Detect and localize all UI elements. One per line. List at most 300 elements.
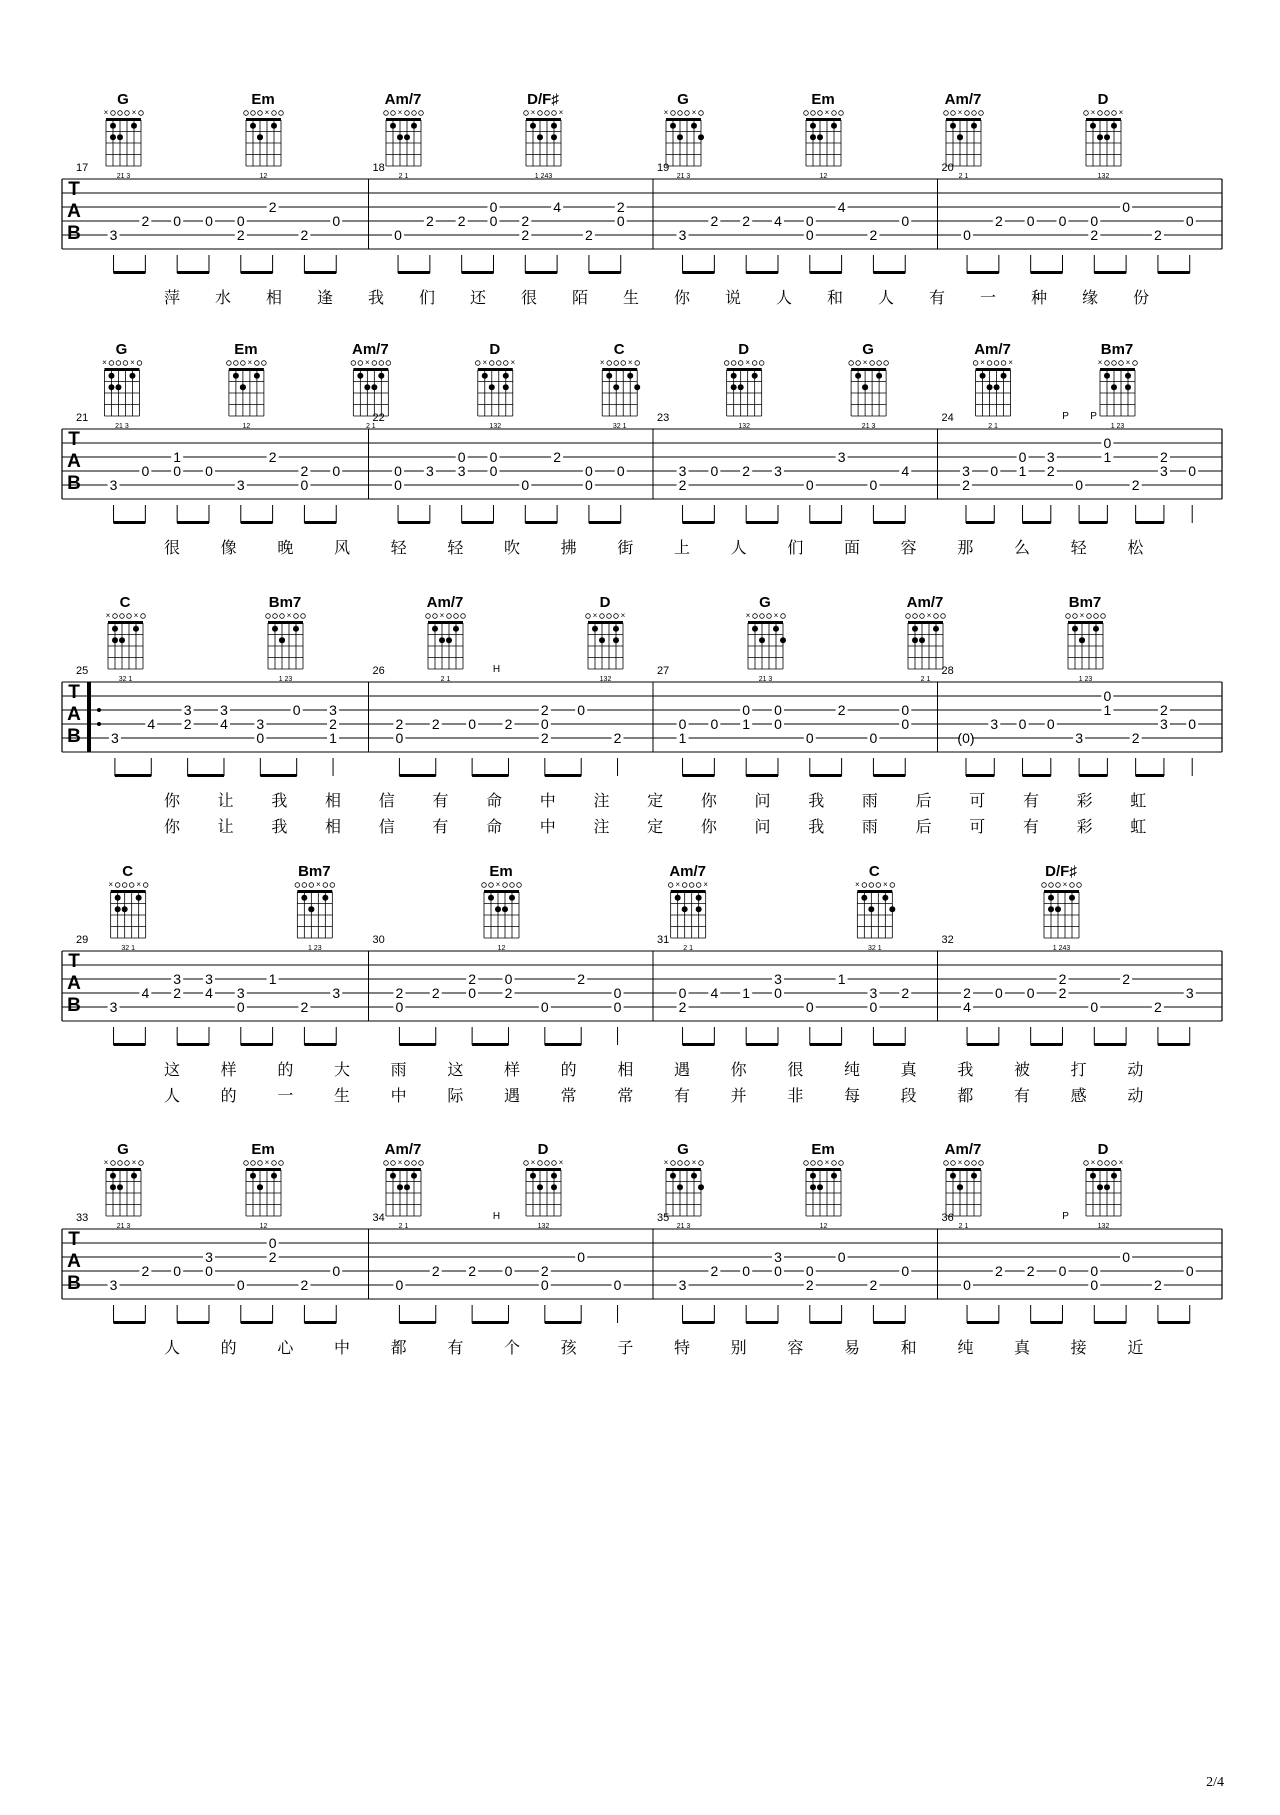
open-string-mark bbox=[839, 111, 844, 116]
lyric-character: 雨 bbox=[390, 1062, 407, 1079]
note-beam bbox=[589, 521, 621, 524]
fret-number: 0 bbox=[1090, 213, 1099, 229]
chord-nut bbox=[386, 1168, 421, 1171]
chord-diagram bbox=[102, 341, 142, 430]
open-string-mark bbox=[113, 614, 118, 619]
lyric-character: 像 bbox=[220, 540, 237, 557]
chord-name: Am/7 bbox=[944, 91, 982, 108]
finger-dot bbox=[530, 1173, 536, 1179]
lyric-character: 命 bbox=[486, 819, 503, 836]
lyric-character: 后 bbox=[915, 819, 932, 836]
chord-fingering: 1 243 bbox=[534, 173, 553, 180]
open-string-mark bbox=[685, 1161, 690, 1166]
finger-dot bbox=[233, 373, 239, 379]
open-string-mark bbox=[258, 111, 263, 116]
chord-fingering: 2 1 bbox=[958, 1223, 969, 1230]
fret-number: 0 bbox=[332, 213, 341, 229]
finger-dot bbox=[613, 626, 619, 632]
chord-name: G bbox=[117, 91, 129, 108]
finger-dot bbox=[439, 637, 445, 643]
finger-dot bbox=[1111, 384, 1117, 390]
open-string-mark bbox=[273, 614, 278, 619]
lyric-character: 相 bbox=[265, 290, 283, 307]
chord-fingering: 132 bbox=[738, 423, 751, 430]
fret-number: 2 bbox=[300, 463, 309, 479]
finger-dot bbox=[738, 384, 744, 390]
chord-nut bbox=[111, 890, 146, 893]
lyric-character: 的 bbox=[560, 1062, 577, 1079]
fret-number: 2 bbox=[268, 449, 277, 465]
lyric-character: 有 bbox=[447, 1340, 464, 1357]
finger-dot bbox=[115, 895, 121, 901]
fret-number: 0 bbox=[141, 463, 150, 479]
finger-dot bbox=[250, 123, 256, 129]
lyric-character: 的 bbox=[220, 1340, 237, 1357]
finger-dot bbox=[950, 123, 956, 129]
chord-diagram bbox=[1066, 594, 1106, 683]
fret-number: 0 bbox=[1058, 213, 1067, 229]
lyric-character: 注 bbox=[593, 793, 610, 810]
fret-number: 0 bbox=[710, 716, 719, 732]
fret-number: 3 bbox=[236, 477, 245, 493]
measure-number: 21 bbox=[76, 412, 89, 424]
fret-number: 2 bbox=[173, 985, 182, 1001]
mute-mark: × bbox=[926, 611, 932, 620]
lyric-character: 中 bbox=[539, 819, 556, 836]
open-string-mark bbox=[1105, 111, 1110, 116]
chord-diagram bbox=[1084, 91, 1124, 180]
fret-number: 0 bbox=[901, 1263, 910, 1279]
chord-name: Em bbox=[251, 1141, 275, 1158]
measure-number: 28 bbox=[941, 665, 954, 677]
lyric-character: 轻 bbox=[447, 540, 464, 557]
chord-fingering: 12 bbox=[819, 173, 828, 180]
note-beam bbox=[472, 1321, 508, 1324]
fret-number: 0 bbox=[395, 730, 404, 746]
mute-mark: × bbox=[130, 358, 135, 367]
finger-dot bbox=[691, 123, 697, 129]
lyric-character: 信 bbox=[378, 793, 395, 810]
open-string-mark bbox=[1112, 361, 1117, 366]
finger-dot bbox=[131, 123, 137, 129]
fret-number: 0 bbox=[236, 213, 245, 229]
mute-mark: × bbox=[773, 611, 779, 620]
chord-nut bbox=[484, 890, 519, 893]
lyric-character: 打 bbox=[1070, 1062, 1087, 1079]
chord-fingering: 21 3 bbox=[116, 1223, 131, 1230]
finger-dot bbox=[482, 373, 488, 379]
mute-mark: × bbox=[824, 1158, 830, 1167]
chord-name: Bm7 bbox=[298, 863, 331, 880]
chord-name: D/F♯ bbox=[1045, 863, 1077, 880]
finger-dot bbox=[1125, 384, 1131, 390]
mute-mark: × bbox=[136, 880, 142, 889]
measure-number: 32 bbox=[941, 934, 954, 946]
mute-mark: × bbox=[675, 880, 681, 889]
open-string-mark bbox=[941, 614, 946, 619]
open-string-mark bbox=[419, 1161, 424, 1166]
fret-number: 0 bbox=[805, 1263, 814, 1279]
chord-nut bbox=[806, 118, 841, 121]
fret-number: 2 bbox=[540, 702, 549, 718]
mute-mark: × bbox=[108, 880, 114, 889]
fret-number: 3 bbox=[425, 463, 434, 479]
chord-name: D bbox=[489, 341, 501, 358]
open-string-mark bbox=[302, 883, 307, 888]
chord-name: C bbox=[119, 594, 131, 611]
open-string-mark bbox=[965, 111, 970, 116]
open-string-mark bbox=[391, 111, 396, 116]
note-beam bbox=[114, 1043, 146, 1046]
open-string-mark bbox=[699, 1161, 704, 1166]
mute-mark: × bbox=[691, 108, 697, 117]
fret-number: 2 bbox=[468, 1263, 477, 1279]
fret-number: 3 bbox=[205, 1249, 213, 1265]
chord-name: Am/7 bbox=[974, 341, 1011, 358]
chord-nut bbox=[106, 118, 141, 121]
tab-system-2 bbox=[62, 341, 1222, 557]
open-string-mark bbox=[120, 614, 125, 619]
finger-dot bbox=[950, 1173, 956, 1179]
lyric-character: 萍 bbox=[163, 290, 181, 307]
lyric-character: 中 bbox=[333, 1340, 351, 1357]
open-string-mark bbox=[856, 361, 861, 366]
finger-dot bbox=[551, 1173, 557, 1179]
finger-dot bbox=[682, 906, 688, 912]
fret-number: 2 bbox=[678, 999, 687, 1015]
finger-dot bbox=[1048, 895, 1054, 901]
fret-number: 0 bbox=[300, 477, 309, 493]
finger-dot bbox=[453, 626, 459, 632]
finger-dot bbox=[551, 134, 557, 140]
lyric-character: 容 bbox=[787, 1340, 804, 1357]
open-string-mark bbox=[804, 1161, 809, 1166]
open-string-mark bbox=[127, 614, 132, 619]
chord-fingering: 2 1 bbox=[398, 173, 409, 180]
lyric-character: 被 bbox=[1013, 1062, 1031, 1079]
page-number: 2/4 bbox=[1206, 1775, 1224, 1790]
fret-number: 3 bbox=[183, 702, 192, 718]
lyric-character: 人 bbox=[163, 1340, 181, 1357]
lyric-character: 可 bbox=[969, 793, 986, 810]
chord-fingering: 132 bbox=[599, 676, 612, 683]
chord-nut bbox=[946, 118, 981, 121]
chord-name: D bbox=[1097, 91, 1109, 108]
chord-name: Bm7 bbox=[268, 594, 302, 611]
fret-number: 0 bbox=[1090, 999, 1099, 1015]
open-string-mark bbox=[279, 1161, 284, 1166]
lyric-character: 样 bbox=[220, 1062, 237, 1079]
open-string-mark bbox=[426, 614, 431, 619]
finger-dot bbox=[882, 895, 888, 901]
finger-dot bbox=[110, 1184, 116, 1190]
open-string-mark bbox=[972, 111, 977, 116]
fret-number: 3 bbox=[774, 971, 782, 987]
fret-number: 2 bbox=[504, 716, 513, 732]
open-string-mark bbox=[405, 1161, 410, 1166]
open-string-mark bbox=[781, 614, 786, 619]
fret-number: 2 bbox=[1058, 985, 1067, 1001]
lyric-character: 让 bbox=[217, 793, 234, 810]
fret-number: 0 bbox=[395, 1277, 404, 1293]
fret-number: 3 bbox=[869, 985, 878, 1001]
note-beam bbox=[683, 1321, 715, 1324]
lyric-character: 有 bbox=[928, 290, 946, 307]
finger-dot bbox=[446, 637, 452, 643]
note-beam bbox=[304, 1321, 336, 1324]
finger-dot bbox=[503, 373, 509, 379]
mute-mark: × bbox=[103, 1158, 109, 1167]
note-beam bbox=[1031, 1043, 1063, 1046]
fret-number: 1 bbox=[268, 971, 277, 987]
finger-dot bbox=[279, 637, 285, 643]
open-string-mark bbox=[876, 883, 881, 888]
fret-number: 2 bbox=[183, 716, 192, 732]
lyric-character: 常 bbox=[617, 1088, 634, 1105]
open-string-mark bbox=[433, 614, 438, 619]
fret-number: 2 bbox=[141, 213, 150, 229]
lyric-character: 的 bbox=[277, 1062, 294, 1079]
lyric-line bbox=[164, 539, 1144, 557]
fret-number: 0 bbox=[394, 463, 402, 479]
fret-number: 4 bbox=[710, 985, 719, 1001]
finger-dot bbox=[810, 134, 816, 140]
fret-number: 3 bbox=[1075, 730, 1083, 746]
lyric-character: 有 bbox=[1013, 1088, 1031, 1105]
finger-dot bbox=[670, 123, 676, 129]
open-string-mark bbox=[1056, 883, 1061, 888]
tab-clef-letter: A bbox=[67, 201, 81, 222]
note-beam bbox=[1031, 1321, 1063, 1324]
fret-number: 0 bbox=[613, 985, 622, 1001]
mute-mark: × bbox=[691, 1158, 697, 1167]
measure bbox=[938, 1211, 1196, 1324]
chord-fingering: 1 243 bbox=[1052, 945, 1071, 952]
open-string-mark bbox=[545, 111, 550, 116]
finger-dot bbox=[1097, 1184, 1103, 1190]
finger-dot bbox=[378, 373, 384, 379]
fret-number: 0 bbox=[963, 1277, 971, 1293]
fret-number: 0 bbox=[205, 463, 213, 479]
mute-mark: × bbox=[854, 880, 860, 889]
open-string-mark bbox=[1070, 883, 1075, 888]
chord-nut bbox=[671, 890, 706, 893]
chord-nut bbox=[297, 890, 332, 893]
lyric-character: 你 bbox=[700, 819, 717, 836]
mute-mark: × bbox=[131, 108, 137, 117]
open-string-mark bbox=[272, 1161, 277, 1166]
fret-number: 0 bbox=[869, 730, 878, 746]
tab-clef-letter: A bbox=[67, 973, 81, 994]
chord-name: C bbox=[868, 863, 880, 880]
note-beam bbox=[683, 521, 715, 524]
mute-mark: × bbox=[510, 358, 516, 367]
lyric-character: 人 bbox=[163, 1088, 181, 1105]
fret-number: 0 bbox=[1090, 1263, 1099, 1279]
open-string-mark bbox=[1094, 614, 1099, 619]
fret-number: 0 bbox=[901, 213, 910, 229]
finger-dot bbox=[257, 134, 263, 140]
finger-dot bbox=[1093, 626, 1099, 632]
mute-mark: × bbox=[957, 108, 963, 117]
fret-number: 3 bbox=[678, 1277, 687, 1293]
fret-number: 2 bbox=[141, 1263, 150, 1279]
chord-nut bbox=[526, 118, 561, 121]
open-string-mark bbox=[1042, 883, 1047, 888]
finger-dot bbox=[257, 1184, 263, 1190]
open-string-mark bbox=[586, 614, 591, 619]
fret-number: 2 bbox=[521, 227, 530, 243]
chord-fingering: 21 3 bbox=[115, 423, 129, 430]
finger-dot bbox=[1125, 373, 1131, 379]
finger-dot bbox=[551, 1184, 557, 1190]
open-string-mark bbox=[678, 1161, 683, 1166]
fret-number: 0 bbox=[613, 1277, 622, 1293]
lyric-character: 你 bbox=[673, 290, 691, 307]
open-string-mark bbox=[309, 883, 314, 888]
note-beam bbox=[241, 521, 273, 524]
finger-dot bbox=[980, 373, 986, 379]
chord-nut bbox=[1044, 890, 1079, 893]
chord-diagram bbox=[849, 341, 889, 430]
open-string-mark bbox=[266, 614, 271, 619]
fret-number: 3 bbox=[109, 477, 118, 493]
finger-dot bbox=[432, 626, 438, 632]
fret-number: 3 bbox=[205, 971, 213, 987]
finger-dot bbox=[1072, 626, 1078, 632]
chord-fingering: 2 1 bbox=[920, 676, 931, 683]
measure-number: 23 bbox=[657, 412, 670, 424]
finger-dot bbox=[691, 1173, 697, 1179]
note-beam bbox=[472, 774, 508, 777]
finger-dot bbox=[831, 1173, 837, 1179]
open-string-mark bbox=[607, 361, 612, 366]
fret-number: 2 bbox=[869, 1277, 878, 1293]
open-string-mark bbox=[139, 1161, 144, 1166]
tab-clef-letter: B bbox=[67, 726, 81, 747]
open-string-mark bbox=[1105, 1161, 1110, 1166]
open-string-mark bbox=[760, 614, 765, 619]
finger-dot bbox=[112, 637, 118, 643]
note-beam bbox=[810, 521, 842, 524]
finger-dot bbox=[696, 906, 702, 912]
open-string-mark bbox=[412, 111, 417, 116]
chord-diagram bbox=[1098, 341, 1138, 430]
finger-dot bbox=[971, 1173, 977, 1179]
finger-dot bbox=[411, 123, 417, 129]
finger-dot bbox=[357, 373, 363, 379]
fret-number: 2 bbox=[577, 971, 586, 987]
mute-mark: × bbox=[1097, 358, 1103, 367]
lyric-character: 份 bbox=[1132, 290, 1150, 307]
open-string-mark bbox=[753, 614, 758, 619]
open-string-mark bbox=[1098, 111, 1103, 116]
finger-dot bbox=[1090, 123, 1096, 129]
chord-nut bbox=[851, 368, 886, 371]
lyric-character: 们 bbox=[418, 290, 436, 307]
open-string-mark bbox=[125, 1161, 130, 1166]
fret-number: 2 bbox=[1058, 971, 1067, 987]
mute-mark: × bbox=[824, 108, 830, 117]
tab-system-1 bbox=[62, 91, 1222, 307]
chord-name: Am/7 bbox=[426, 594, 464, 611]
fret-number: 2 bbox=[962, 477, 970, 493]
mute-mark: × bbox=[980, 358, 985, 367]
fret-number: 2 bbox=[553, 449, 562, 465]
chord-diagram bbox=[524, 1141, 564, 1230]
chord-fingering: 12 bbox=[259, 1223, 268, 1230]
note-beam bbox=[810, 774, 842, 777]
finger-dot bbox=[592, 626, 598, 632]
finger-dot bbox=[731, 373, 737, 379]
note-beam bbox=[873, 521, 905, 524]
fret-number: 0 bbox=[774, 716, 782, 732]
fret-number: 0 bbox=[1090, 1277, 1099, 1293]
note-beam bbox=[683, 1043, 715, 1046]
chord-nut bbox=[246, 1168, 281, 1171]
finger-dot bbox=[272, 626, 278, 632]
open-string-mark bbox=[258, 1161, 263, 1166]
lyric-character: 生 bbox=[622, 290, 640, 307]
open-string-mark bbox=[351, 361, 356, 366]
open-string-mark bbox=[241, 361, 246, 366]
fret-number: 3 bbox=[457, 463, 466, 479]
repeat-dot bbox=[97, 708, 101, 712]
lyric-character: 近 bbox=[1127, 1340, 1144, 1357]
lyric-character: 还 bbox=[469, 290, 487, 307]
fret-number: 0 bbox=[869, 477, 878, 493]
chord-fingering: 2 1 bbox=[365, 423, 376, 430]
open-string-mark bbox=[279, 111, 284, 116]
finger-dot bbox=[1079, 637, 1085, 643]
note-beam bbox=[525, 271, 557, 274]
fret-number: 2 bbox=[710, 1263, 719, 1279]
mute-mark: × bbox=[103, 108, 109, 117]
note-beam bbox=[873, 774, 905, 777]
fret-number: 4 bbox=[774, 213, 782, 229]
fret-number: 3 bbox=[990, 716, 999, 732]
note-beam bbox=[177, 1321, 209, 1324]
measure-number: 20 bbox=[941, 162, 954, 174]
lyric-character: 虹 bbox=[1130, 819, 1147, 836]
lyric-character: 真 bbox=[1013, 1340, 1031, 1357]
finger-dot bbox=[810, 1173, 816, 1179]
fret-number: 0 bbox=[994, 985, 1003, 1001]
mute-mark: × bbox=[862, 358, 868, 367]
chord-diagram bbox=[1042, 863, 1082, 952]
lyric-character: 有 bbox=[1022, 819, 1039, 836]
finger-dot bbox=[752, 626, 758, 632]
fret-number: 3 bbox=[774, 463, 782, 479]
lyric-character: 那 bbox=[957, 540, 974, 557]
open-string-mark bbox=[391, 1161, 396, 1166]
chord-fingering: 12 bbox=[497, 945, 506, 952]
open-string-mark bbox=[1101, 614, 1106, 619]
finger-dot bbox=[240, 384, 246, 390]
lyric-character: 们 bbox=[787, 540, 804, 557]
finger-dot bbox=[301, 895, 307, 901]
open-string-mark bbox=[1077, 883, 1082, 888]
mute-mark: × bbox=[620, 611, 626, 620]
open-string-mark bbox=[301, 614, 306, 619]
fret-number: 0 bbox=[236, 1277, 245, 1293]
finger-dot bbox=[122, 906, 128, 912]
chord-nut bbox=[1086, 1168, 1121, 1171]
chord-nut bbox=[1100, 368, 1135, 371]
lyric-character: 都 bbox=[390, 1340, 407, 1357]
fret-number: 0 bbox=[1103, 688, 1112, 704]
chord-name: C bbox=[613, 341, 625, 358]
